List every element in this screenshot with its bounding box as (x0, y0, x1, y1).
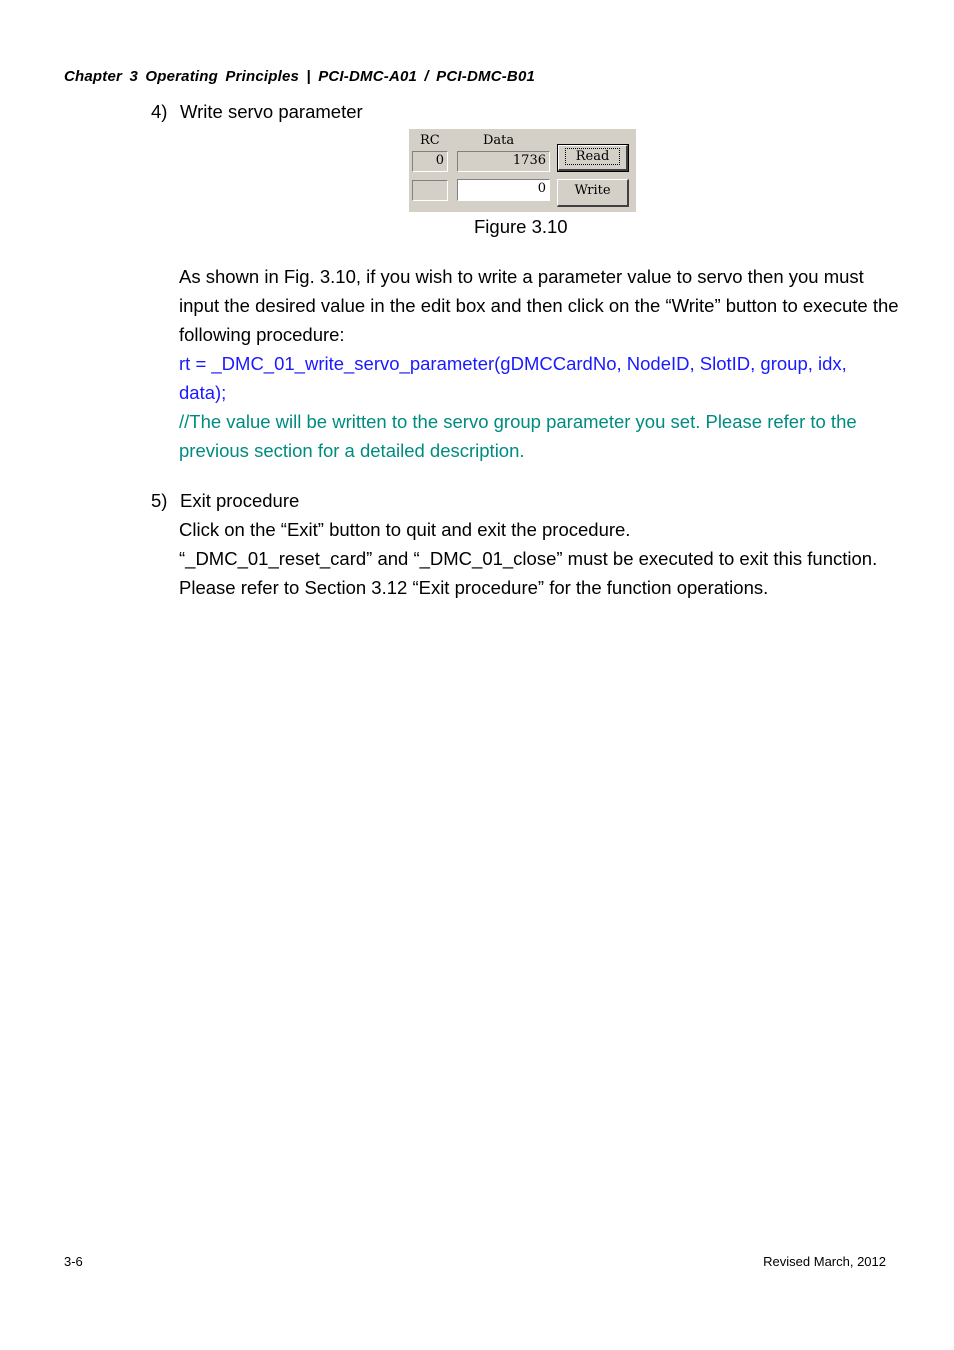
data-label: Data (483, 133, 515, 148)
section-4-body (179, 262, 899, 465)
running-header: Chapter 3 Operating Principles | PCI-DMC-A01 / PCI-DMC-B01 (64, 68, 536, 85)
read-button-label: Read (565, 148, 621, 165)
section-5-line1: Click on the “Exit” button to quit and exit the procedure. (179, 519, 631, 540)
page-number: 3-6 (64, 1254, 83, 1269)
section-5-body (179, 515, 899, 602)
section-4-number: 4) (151, 101, 168, 122)
rc-value-row2 (412, 180, 448, 201)
data-edit-box[interactable]: 0 (457, 179, 550, 201)
section-4-title: Write servo parameter (180, 101, 363, 122)
code-line: rt = _DMC_01_write_servo_parameter(gDMCCardNo, NodeID, SlotID, group, idx, data); (179, 353, 847, 403)
section-5-title: Exit procedure (180, 490, 300, 511)
rc-label: RC (420, 133, 440, 148)
code-comment: //The value will be written to the servo group parameter you set. Please refer to the previous section for a detailed description. (179, 411, 857, 461)
section-5-line2: “_DMC_01_reset_card” and “_DMC_01_close” must be executed to exit this function. Please refer to Section 3.12 “Exit procedure” for the function operations. (179, 548, 878, 598)
section-4-paragraph: As shown in Fig. 3.10, if you wish to write a parameter value to servo then you must input the desired value in the edit box and then click on the “Write” button to execute the following procedure: (179, 266, 899, 345)
section-4-heading (151, 101, 363, 123)
figure-caption: Figure 3.10 (474, 216, 568, 237)
rc-value-row1: 0 (412, 151, 448, 172)
read-button[interactable] (558, 145, 628, 171)
revision-date: Revised March, 2012 (763, 1254, 886, 1269)
section-5-number: 5) (151, 490, 168, 511)
write-button[interactable]: Write (557, 179, 629, 207)
section-5-heading (151, 490, 299, 512)
servo-parameter-panel (409, 129, 636, 212)
data-value-row1: 1736 (457, 151, 550, 172)
